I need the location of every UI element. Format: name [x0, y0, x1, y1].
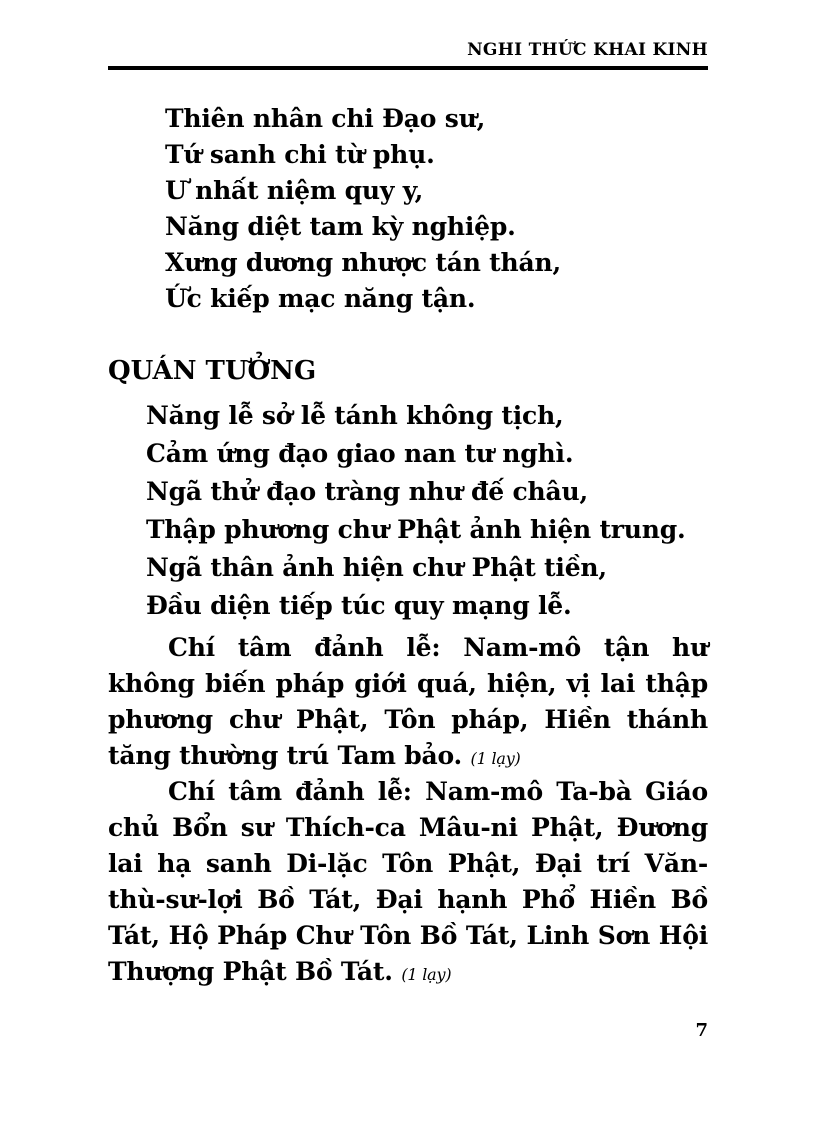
verse-line: Năng diệt tam kỳ nghiệp.	[165, 212, 516, 241]
verse-line: Thiên nhân chi Đạo sư,	[165, 104, 486, 133]
verse-line: Năng lễ sở lễ tánh không tịch,	[146, 401, 564, 430]
section-heading: QUÁN TƯỞNG	[108, 356, 317, 386]
page-number: 7	[695, 1020, 708, 1041]
praise-verse	[165, 101, 561, 317]
running-header-title: NGHI THỨC KHAI KINH	[467, 40, 708, 60]
prostration-text: Chí tâm đảnh lễ: Nam-mô Ta-bà Giáo chủ Bổn sư Thích-ca Mâu-ni Phật, Đương lai hạ sanh Di-lặc Tôn Phật, Đại trí Văn-thù-sư-lợi Bồ Tát, Đại hạnh Phổ Hiền Bồ Tát, Hộ Pháp Chư Tôn Bồ Tát, Linh Sơn Hội Thượng Phật Bồ Tát.	[108, 777, 708, 986]
verse-line: Ngã thử đạo tràng như đế châu,	[146, 477, 588, 506]
bow-count-note: (1 lạy)	[401, 965, 452, 984]
page-header	[108, 36, 708, 70]
verse-line: Thập phương chư Phật ảnh hiện trung.	[146, 515, 686, 544]
verse-line: Đầu diện tiếp túc quy mạng lễ.	[146, 591, 572, 620]
prostration-text: Chí tâm đảnh lễ: Nam-mô tận hư không biến pháp giới quá, hiện, vị lai thập phương chư Phật, Tôn pháp, Hiền thánh tăng thường trú Tam bảo.	[108, 633, 708, 770]
verse-line: Ư nhất niệm quy y,	[165, 176, 424, 205]
verse-line: Ngã thân ảnh hiện chư Phật tiền,	[146, 553, 607, 582]
prostration-paragraph	[108, 774, 708, 993]
verse-line: Tứ sanh chi từ phụ.	[165, 140, 435, 169]
prostration-paragraph	[108, 630, 708, 777]
bow-count-note: (1 lạy)	[470, 749, 521, 768]
verse-line: Ức kiếp mạc năng tận.	[165, 284, 476, 313]
verse-line: Cảm ứng đạo giao nan tư nghì.	[146, 439, 574, 468]
verse-line: Xưng dương nhược tán thán,	[165, 248, 561, 277]
contemplation-verse	[146, 397, 686, 625]
